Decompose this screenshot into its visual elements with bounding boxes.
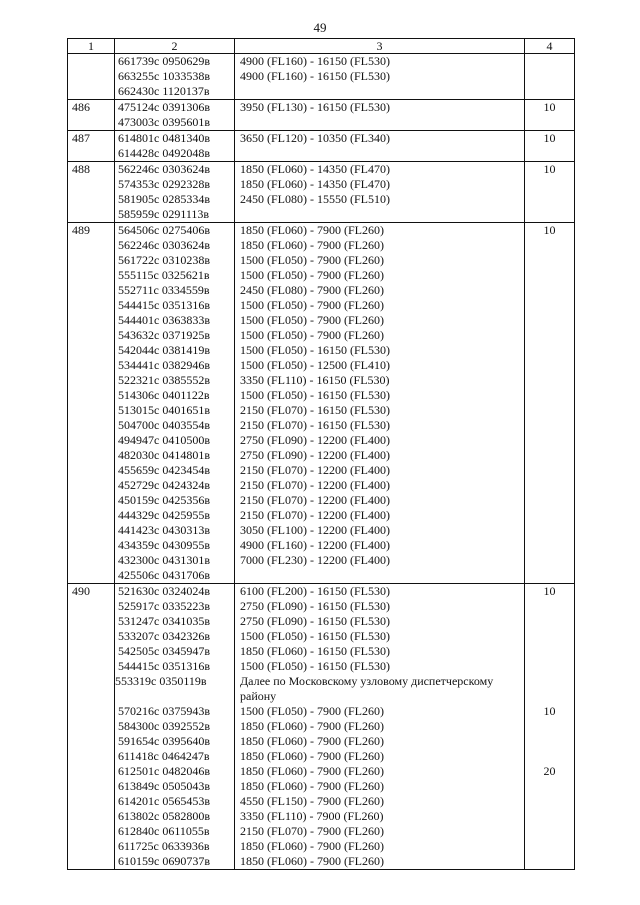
level-range: 2150 (FL070) - 12200 (FL400) [240,508,390,522]
level-range: Далее по Московскому узловому диспетчерскому району [240,674,494,703]
coordinates-cell [115,100,235,131]
spacing-value [525,568,574,583]
coordinate-point: 525917с 0335223в [118,599,210,613]
coordinate-point: 614428с 0492048в [118,146,210,160]
level-range: 1500 (FL050) - 7900 (FL260) [240,704,384,718]
level-range: 4900 (FL160) - 16150 (FL530) [240,54,390,68]
spacing-value: 10 [543,100,556,114]
coordinate-point: 475124с 0391306в [118,100,210,114]
level-range: 1500 (FL050) - 16150 (FL530) [240,343,390,357]
level-range: 7000 (FL230) - 12200 (FL400) [240,553,390,567]
level-range: 1850 (FL060) - 7900 (FL260) [240,764,384,778]
spacing-value [525,253,574,268]
coordinate-point: 661739с 0950629в [118,54,210,68]
level-range: 1850 (FL060) - 7900 (FL260) [240,839,384,853]
table-row [68,131,575,162]
spacing-value [525,268,574,283]
coordinate-point: 521630с 0324024в [118,584,210,598]
level-range: 3650 (FL120) - 10350 (FL340) [240,131,390,145]
level-range: 6100 (FL200) - 16150 (FL530) [240,584,390,598]
level-range: 1850 (FL060) - 7900 (FL260) [240,719,384,733]
level-range: 1850 (FL060) - 7900 (FL260) [240,749,384,763]
table-row [68,100,575,131]
spacing-value [525,115,574,130]
level-range: 1850 (FL060) - 7900 (FL260) [240,779,384,793]
coordinate-point: 450159с 0425356в [118,493,210,507]
coordinate-point: 531247с 0341035в [118,614,210,628]
coordinate-point: 444329с 0425955в [118,508,210,522]
row-number-cell [68,131,115,162]
coordinate-point: 581905с 0285334в [118,192,210,206]
coordinate-point: 544415с 0351316в [118,298,210,312]
row-number: 489 [72,223,90,237]
row-number: 488 [72,162,90,176]
level-range: 1850 (FL060) - 14350 (FL470) [240,177,390,191]
level-range: 1500 (FL050) - 16150 (FL530) [240,659,390,673]
level-range: 3350 (FL110) - 7900 (FL260) [240,809,384,823]
spacing-value: 20 [543,764,556,778]
coordinate-point: 494947с 0410500в [118,433,210,447]
spacing-value [525,192,574,207]
coordinate-point: 562246с 0303624в [118,238,210,252]
level-range: 1500 (FL050) - 12500 (FL410) [240,358,390,372]
spacing-value [525,328,574,343]
coordinate-point: 455659с 0423454в [118,463,210,477]
level-range [235,207,524,222]
spacing-value [525,749,574,764]
coordinate-point: 585959с 0291113в [118,207,210,221]
level-range: 2150 (FL070) - 16150 (FL530) [240,403,390,417]
level-range [235,84,524,99]
level-range: 2450 (FL080) - 15550 (FL510) [240,192,390,206]
spacing-value [525,84,574,99]
coordinate-point: 544415с 0351316в [118,659,210,673]
coordinate-point: 662430с 1120137в [118,84,210,98]
levels-cell [235,162,525,223]
level-range: 1850 (FL060) - 14350 (FL470) [240,162,390,176]
coordinates-cell [115,584,235,870]
coordinate-point: 611418с 0464247в [118,749,210,763]
column-header-4: 4 [525,39,575,54]
level-range [235,146,524,161]
level-range: 1850 (FL060) - 7900 (FL260) [240,854,384,868]
coordinates-cell [115,54,235,100]
coordinate-point: 610159с 0690737в [118,854,210,868]
spacing-value [525,719,574,734]
coordinate-point: 613802с 0582800в [118,809,210,823]
coordinate-point: 513015с 0401651в [118,403,210,417]
level-range: 2750 (FL090) - 12200 (FL400) [240,433,390,447]
coordinate-point: 473003с 0395601в [118,115,210,129]
spacing-value [525,433,574,448]
coordinate-point: 542505с 0345947в [118,644,210,658]
coordinate-point: 613849с 0505043в [118,779,210,793]
spacing-value [525,238,574,253]
spacing-value [525,403,574,418]
level-range: 1500 (FL050) - 7900 (FL260) [240,328,384,342]
level-range: 4550 (FL150) - 7900 (FL260) [240,794,384,808]
spacing-value [525,418,574,433]
table-row [68,223,575,584]
spacing-value [525,298,574,313]
row-number: 486 [72,100,90,114]
spacing-cell [525,584,575,870]
level-range [235,115,524,130]
coordinate-point: 543632с 0371925в [118,328,210,342]
coordinates-cell [115,223,235,584]
coordinate-point: 584300с 0392552в [118,719,210,733]
spacing-cell [525,223,575,584]
table-row [68,584,575,870]
level-range: 2150 (FL070) - 7900 (FL260) [240,824,384,838]
row-number-cell [68,162,115,223]
coordinate-point: 452729с 0424324в [118,478,210,492]
coordinate-point: 564506с 0275406в [118,223,210,237]
level-range: 2150 (FL070) - 16150 (FL530) [240,418,390,432]
spacing-value [525,358,574,373]
level-range: 2750 (FL090) - 16150 (FL530) [240,614,390,628]
coordinate-point: 574353с 0292328в [118,177,210,191]
coordinate-point: 614801с 0481340в [118,131,210,145]
coordinate-point: 514306с 0401122в [118,388,210,402]
level-range: 1500 (FL050) - 7900 (FL260) [240,268,384,282]
coordinate-point: 611725с 0633936в [118,839,210,853]
coordinate-point: 432300с 0431301в [118,553,210,567]
level-range: 4900 (FL160) - 16150 (FL530) [240,69,390,83]
level-range: 1850 (FL060) - 16150 (FL530) [240,644,390,658]
spacing-cell [525,131,575,162]
spacing-cell [525,100,575,131]
coordinate-point: 612501с 0482046в [118,764,210,778]
row-number-cell [68,223,115,584]
spacing-value [525,313,574,328]
coordinate-point: 553319с 0350119в [115,674,207,688]
spacing-value [525,69,574,84]
spacing-value [525,839,574,854]
level-range: 1500 (FL050) - 16150 (FL530) [240,388,390,402]
spacing-value [525,614,574,629]
spacing-cell [525,162,575,223]
levels-cell [235,100,525,131]
level-range: 1850 (FL060) - 7900 (FL260) [240,223,384,237]
document-table [67,38,575,870]
coordinates-cell [115,131,235,162]
spacing-value: 10 [543,223,556,237]
table-header-row [68,39,575,54]
coordinates-cell [115,162,235,223]
spacing-value [525,478,574,493]
column-header-1: 1 [68,39,115,54]
coordinate-point: 555115с 0325621в [118,268,210,282]
levels-cell [235,223,525,584]
level-range: 1850 (FL060) - 7900 (FL260) [240,238,384,252]
column-header-3: 3 [235,39,525,54]
coordinate-point: 542044с 0381419в [118,343,210,357]
table-row [68,54,575,100]
coordinate-point: 534441с 0382946в [118,358,210,372]
level-range: 2750 (FL090) - 16150 (FL530) [240,599,390,613]
spacing-value [525,809,574,824]
spacing-value: 10 [543,162,556,176]
spacing-value [525,508,574,523]
level-range: 1500 (FL050) - 7900 (FL260) [240,253,384,267]
column-header-2: 2 [115,39,235,54]
coordinate-point: 434359с 0430955в [118,538,210,552]
coordinate-point: 552711с 0334559в [118,283,210,297]
spacing-value [525,644,574,659]
coordinate-point: 570216с 0375943в [118,704,210,718]
spacing-value [525,674,574,704]
level-range: 2150 (FL070) - 12200 (FL400) [240,478,390,492]
levels-cell [235,131,525,162]
spacing-value [525,553,574,568]
spacing-value: 10 [543,704,556,718]
coordinate-point: 504700с 0403554в [118,418,210,432]
spacing-value [525,54,574,69]
row-number [68,54,114,69]
coordinate-point: 612840с 0611055в [118,824,210,838]
spacing-value [525,779,574,794]
coordinate-point: 591654с 0395640в [118,734,210,748]
spacing-cell [525,54,575,100]
spacing-value [525,207,574,222]
coordinate-point: 663255с 1033538в [118,69,210,83]
spacing-value [525,854,574,869]
spacing-value [525,794,574,809]
spacing-value [525,146,574,161]
spacing-value [525,388,574,403]
level-range: 1850 (FL060) - 7900 (FL260) [240,734,384,748]
spacing-value [525,463,574,478]
coordinate-point: 441423с 0430313в [118,523,210,537]
coordinate-point: 614201с 0565453в [118,794,210,808]
row-number-cell [68,54,115,100]
row-number: 487 [72,131,90,145]
table-row [68,162,575,223]
level-range: 3950 (FL130) - 16150 (FL530) [240,100,390,114]
coordinate-point: 561722с 0310238в [118,253,210,267]
spacing-value: 10 [543,584,556,598]
spacing-value [525,734,574,749]
spacing-value [525,538,574,553]
level-range: 3050 (FL100) - 12200 (FL400) [240,523,390,537]
spacing-value [525,659,574,674]
level-range: 2450 (FL080) - 7900 (FL260) [240,283,384,297]
spacing-value [525,343,574,358]
level-range: 3350 (FL110) - 16150 (FL530) [240,373,390,387]
levels-cell [235,54,525,100]
level-range: 2150 (FL070) - 12200 (FL400) [240,493,390,507]
level-range: 1500 (FL050) - 7900 (FL260) [240,298,384,312]
spacing-value [525,493,574,508]
coordinate-point: 482030с 0414801в [118,448,210,462]
row-number-cell [68,584,115,870]
coordinate-point: 533207с 0342326в [118,629,210,643]
row-number: 490 [72,584,90,598]
spacing-value [525,177,574,192]
row-number-cell [68,100,115,131]
coordinate-point: 544401с 0363833в [118,313,210,327]
coordinate-point: 425506с 0431706в [118,568,210,582]
coordinate-point: 522321с 0385552в [118,373,210,387]
spacing-value [525,448,574,463]
coordinate-point: 562246с 0303624в [118,162,210,176]
page-number: 49 [313,20,327,35]
level-range: 1500 (FL050) - 16150 (FL530) [240,629,390,643]
level-range: 1500 (FL050) - 7900 (FL260) [240,313,384,327]
spacing-value [525,629,574,644]
level-range: 4900 (FL160) - 12200 (FL400) [240,538,390,552]
spacing-value [525,523,574,538]
spacing-value: 10 [543,131,556,145]
spacing-value [525,373,574,388]
spacing-value [525,599,574,614]
level-range: 2150 (FL070) - 12200 (FL400) [240,463,390,477]
spacing-value [525,824,574,839]
levels-cell [235,584,525,870]
level-range: 2750 (FL090) - 12200 (FL400) [240,448,390,462]
spacing-value [525,283,574,298]
level-range [235,568,524,583]
